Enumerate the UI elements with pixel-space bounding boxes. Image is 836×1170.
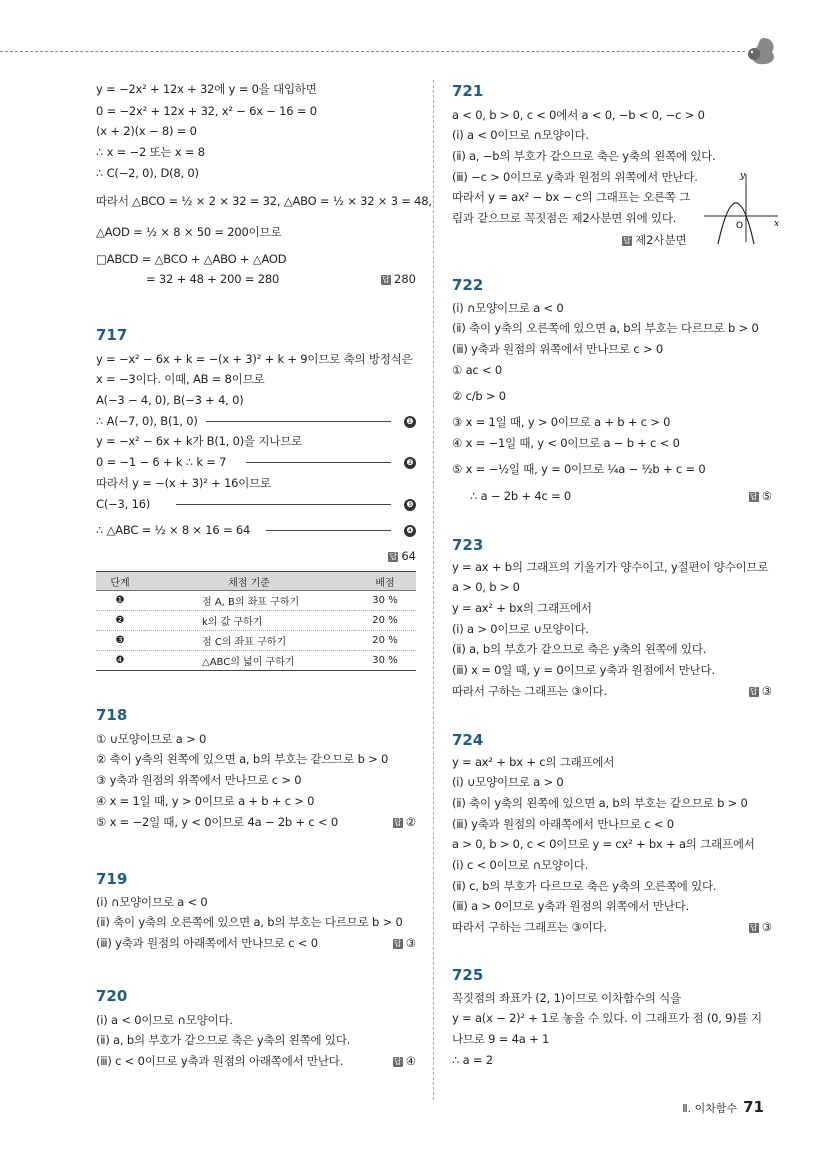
p717-line: A(−3 − 4, 0), B(−3 + 4, 0)	[96, 393, 244, 407]
step-leader-line	[176, 504, 391, 505]
p717-line: y = −x² − 6x + k = −(x + 3)² + k + 9이므로 축의 방정식은	[96, 352, 413, 366]
problem-number: 723	[452, 536, 484, 554]
answer-mark-icon: 답	[393, 938, 402, 948]
p722-line: (ⅱ) 축이 y축의 오른쪽에 있으면 a, b의 부호는 다르므로 b > 0	[452, 321, 759, 335]
p721-line: (ⅰ) a < 0이므로 ∩모양이다.	[452, 128, 589, 142]
p724-line: (ⅲ) a > 0이므로 y축과 원점의 위쪽에서 만난다.	[452, 899, 689, 913]
p719-answer-value: ③	[405, 936, 416, 950]
problem-number: 719	[96, 870, 128, 888]
problem-number: 717	[96, 326, 128, 344]
p725-line: y = a(x − 2)² + 1로 놓을 수 있다. 이 그래프가 점 (0, 9)를 지	[452, 1011, 762, 1025]
step-marker: ❶	[404, 414, 416, 428]
p718-line: ② 축이 y축의 왼쪽에 있으면 a, b의 부호는 같으므로 b > 0	[96, 752, 389, 766]
p719-line: (ⅰ) ∩모양이므로 a < 0	[96, 895, 208, 909]
chapter-label: Ⅱ. 이차함수	[682, 1102, 738, 1115]
table-row	[96, 651, 416, 671]
p724-line: y = ax² + bx + c의 그래프에서	[452, 755, 615, 769]
p724-answer	[749, 920, 772, 934]
problem-number: 725	[452, 966, 484, 984]
top-dashed-rule	[0, 51, 745, 52]
p721-line: 따라서 y = ax² − bx − c의 그래프는 오른쪽 그	[452, 190, 691, 204]
table-cell-criterion: 점 A, B의 좌표 구하기	[144, 591, 354, 611]
p723-line: y = ax² + bx의 그래프에서	[452, 601, 592, 615]
p718-line: ⑤ x = −2일 때, y < 0이므로 4a − 2b + c < 0	[96, 815, 338, 829]
p721-line: a < 0, b > 0, c < 0에서 a < 0, −b < 0, −c > 0	[452, 108, 705, 122]
table-header-cell: 단계	[96, 572, 144, 591]
table-cell-step: ❹	[96, 651, 144, 671]
p716-answer	[381, 272, 416, 286]
p723-answer-value: ③	[761, 684, 772, 698]
p717-answer-value: 64	[401, 549, 416, 563]
parabola-graph	[704, 170, 782, 246]
problem-number: 722	[452, 276, 484, 294]
p722-line: (ⅰ) ∩모양이므로 a < 0	[452, 301, 564, 315]
p724-line: (ⅱ) 축이 y축의 왼쪽에 있으면 a, b의 부호는 같으므로 b > 0	[452, 796, 748, 810]
p718-line: ④ x = 1일 때, y > 0이므로 a + b + c > 0	[96, 794, 315, 808]
p717-line: 0 = −1 − 6 + k ∴ k = 7	[96, 455, 227, 469]
p717-line: C(−3, 16)	[96, 497, 151, 511]
p716-line: △AOD = ½ × 8 × 50 = 200이므로	[96, 225, 282, 239]
p717-line: x = −3이다. 이때, AB = 8이므로	[96, 372, 265, 386]
step-leader-line	[206, 421, 391, 422]
p723-line: y = ax + b의 그래프의 기울기가 양수이고, y절편이 양수이므로	[452, 560, 769, 574]
squirrel-mascot-icon	[742, 34, 782, 68]
p724-line: a > 0, b > 0, c < 0이므로 y = cx² + bx + a의 그래프에서	[452, 837, 755, 851]
p716-answer-value: 280	[394, 272, 416, 286]
p723-line: 따라서 구하는 그래프는 ③이다.	[452, 684, 607, 698]
p725-line: ∴ a = 2	[452, 1053, 493, 1067]
p722-answer-value: ⑤	[761, 489, 772, 503]
p717-line: ∴ △ABC = ½ × 8 × 16 = 64	[96, 523, 251, 537]
column-divider	[433, 80, 434, 1100]
step-leader-line	[266, 530, 391, 531]
p721-answer-value: 제2사분면	[635, 233, 687, 247]
p722-line: ∴ a − 2b + 4c = 0	[470, 489, 572, 503]
p724-line: (ⅲ) y축과 원점의 아래쪽에서 만나므로 c < 0	[452, 817, 674, 831]
p716-line: = 32 + 48 + 200 = 280	[146, 272, 280, 286]
p724-line: (ⅱ) c, b의 부호가 다르므로 축은 y축의 오른쪽에 있다.	[452, 879, 717, 893]
p718-answer	[393, 815, 416, 829]
answer-mark-icon: 답	[749, 686, 758, 696]
p720-line: (ⅲ) c < 0이므로 y축과 원점의 아래쪽에서 만난다.	[96, 1054, 344, 1068]
step-leader-line	[246, 462, 391, 463]
table-cell-score: 20 %	[354, 631, 416, 651]
p717-line: y = −x² − 6x + k가 B(1, 0)을 지나므로	[96, 434, 303, 448]
p724-line: (ⅰ) ∪모양이므로 a > 0	[452, 775, 564, 789]
p722-line: (ⅲ) y축과 원점의 위쪽에서 만나므로 c > 0	[452, 342, 663, 356]
p723-line: (ⅰ) a > 0이므로 ∪모양이다.	[452, 622, 589, 636]
answer-mark-icon: 답	[749, 491, 758, 501]
p725-line: 꼭짓점의 좌표가 (2, 1)이므로 이차함수의 식을	[452, 991, 681, 1005]
p722-line: ② c/b > 0	[452, 389, 506, 403]
answer-mark-icon: 답	[623, 235, 631, 245]
page-footer	[682, 1098, 764, 1116]
table-cell-criterion: k의 값 구하기	[144, 611, 354, 631]
table-row	[96, 591, 416, 611]
x-axis-label: x	[774, 219, 780, 229]
p716-line: (x + 2)(x − 8) = 0	[96, 124, 197, 138]
p723-line: (ⅱ) a, b의 부호가 같으므로 축은 y축의 왼쪽에 있다.	[452, 642, 707, 656]
table-cell-score: 20 %	[354, 611, 416, 631]
p721-answer	[622, 232, 687, 248]
p716-line: y = −2x² + 12x + 32에 y = 0을 대입하면	[96, 82, 317, 96]
p716-line: 0 = −2x² + 12x + 32, x² − 6x − 16 = 0	[96, 104, 317, 118]
step-marker: ❸	[404, 497, 416, 511]
p724-line: 따라서 구하는 그래프는 ③이다.	[452, 920, 607, 934]
p723-line: a > 0, b > 0	[452, 580, 520, 594]
p718-line: ① ∪모양이므로 a > 0	[96, 732, 207, 746]
p717-line: ∴ A(−7, 0), B(1, 0)	[96, 414, 198, 428]
p719-line: (ⅲ) y축과 원점의 아래쪽에서 만나므로 c < 0	[96, 936, 318, 950]
y-axis-label: y	[740, 171, 746, 181]
table-header-cell: 채점 기준	[144, 572, 354, 591]
p725-line: 나므로 9 = 4a + 1	[452, 1032, 550, 1046]
table-cell-criterion: △ABC의 넓이 구하기	[144, 651, 354, 671]
table-cell-step: ❶	[96, 591, 144, 611]
table-row	[96, 631, 416, 651]
step-marker: ❷	[404, 455, 416, 469]
problem-number: 720	[96, 987, 128, 1005]
p720-answer-value: ④	[405, 1054, 416, 1068]
table-cell-score: 30 %	[354, 651, 416, 671]
p716-line: 따라서 △BCO = ½ × 2 × 32 = 32, △ABO = ½ × 32 × 3 = 48,	[96, 194, 432, 208]
p721-line: (ⅲ) −c > 0이므로 y축과 원점의 위쪽에서 만난다.	[452, 170, 698, 184]
page-number: 71	[743, 1098, 764, 1116]
answer-mark-icon: 답	[749, 922, 758, 932]
p717-line: 따라서 y = −(x + 3)² + 16이므로	[96, 476, 271, 490]
p721-line: (ⅱ) a, −b의 부호가 같으므로 축은 y축의 왼쪽에 있다.	[452, 149, 716, 163]
p716-line: ∴ C(−2, 0), D(8, 0)	[96, 166, 199, 180]
problem-number: 724	[452, 731, 484, 749]
answer-mark-icon: 답	[382, 274, 390, 284]
table-cell-criterion: 점 C의 좌표 구하기	[144, 631, 354, 651]
p716-line: □ABCD = △BCO + △ABO + △AOD	[96, 252, 287, 266]
problem-number: 721	[452, 82, 484, 100]
table-cell-step: ❸	[96, 631, 144, 651]
grading-table	[96, 571, 416, 671]
table-cell-score: 30 %	[354, 591, 416, 611]
step-marker: ❹	[404, 523, 416, 537]
p722-answer	[749, 489, 772, 503]
table-header-cell: 배점	[354, 572, 416, 591]
table-cell-step: ❷	[96, 611, 144, 631]
p723-line: (ⅲ) x = 0일 때, y = 0이므로 y축과 원점에서 만난다.	[452, 663, 715, 677]
p718-answer-value: ②	[405, 815, 416, 829]
answer-mark-icon: 답	[389, 551, 398, 561]
p717-answer	[388, 549, 416, 563]
p722-line: ⑤ x = −½일 때, y = 0이므로 ¼a − ½b + c = 0	[452, 462, 706, 476]
p716-line: ∴ x = −2 또는 x = 8	[96, 145, 205, 159]
grading-table-header	[96, 572, 416, 591]
origin-label: O	[736, 221, 744, 231]
answer-mark-icon: 답	[393, 1056, 402, 1066]
answer-mark-icon: 답	[393, 817, 402, 827]
p722-line: ③ x = 1일 때, y > 0이므로 a + b + c > 0	[452, 415, 671, 429]
problem-number: 718	[96, 706, 128, 724]
p720-answer	[393, 1054, 416, 1068]
table-row	[96, 611, 416, 631]
p721-line: 림과 같으므로 꼭짓점은 제2사분면 위에 있다.	[452, 211, 677, 225]
p724-answer-value: ③	[761, 920, 772, 934]
p722-line: ① ac < 0	[452, 363, 502, 377]
p720-line: (ⅱ) a, b의 부호가 같으므로 축은 y축의 왼쪽에 있다.	[96, 1033, 351, 1047]
p724-line: (ⅰ) c < 0이므로 ∩모양이다.	[452, 858, 589, 872]
p719-answer	[393, 936, 416, 950]
p723-answer	[749, 684, 772, 698]
p722-line: ④ x = −1일 때, y < 0이므로 a − b + c < 0	[452, 436, 680, 450]
p719-line: (ⅱ) 축이 y축의 오른쪽에 있으면 a, b의 부호는 다르므로 b > 0	[96, 915, 403, 929]
p720-line: (ⅰ) a < 0이므로 ∩모양이다.	[96, 1013, 233, 1027]
p718-line: ③ y축과 원점의 위쪽에서 만나므로 c > 0	[96, 773, 302, 787]
